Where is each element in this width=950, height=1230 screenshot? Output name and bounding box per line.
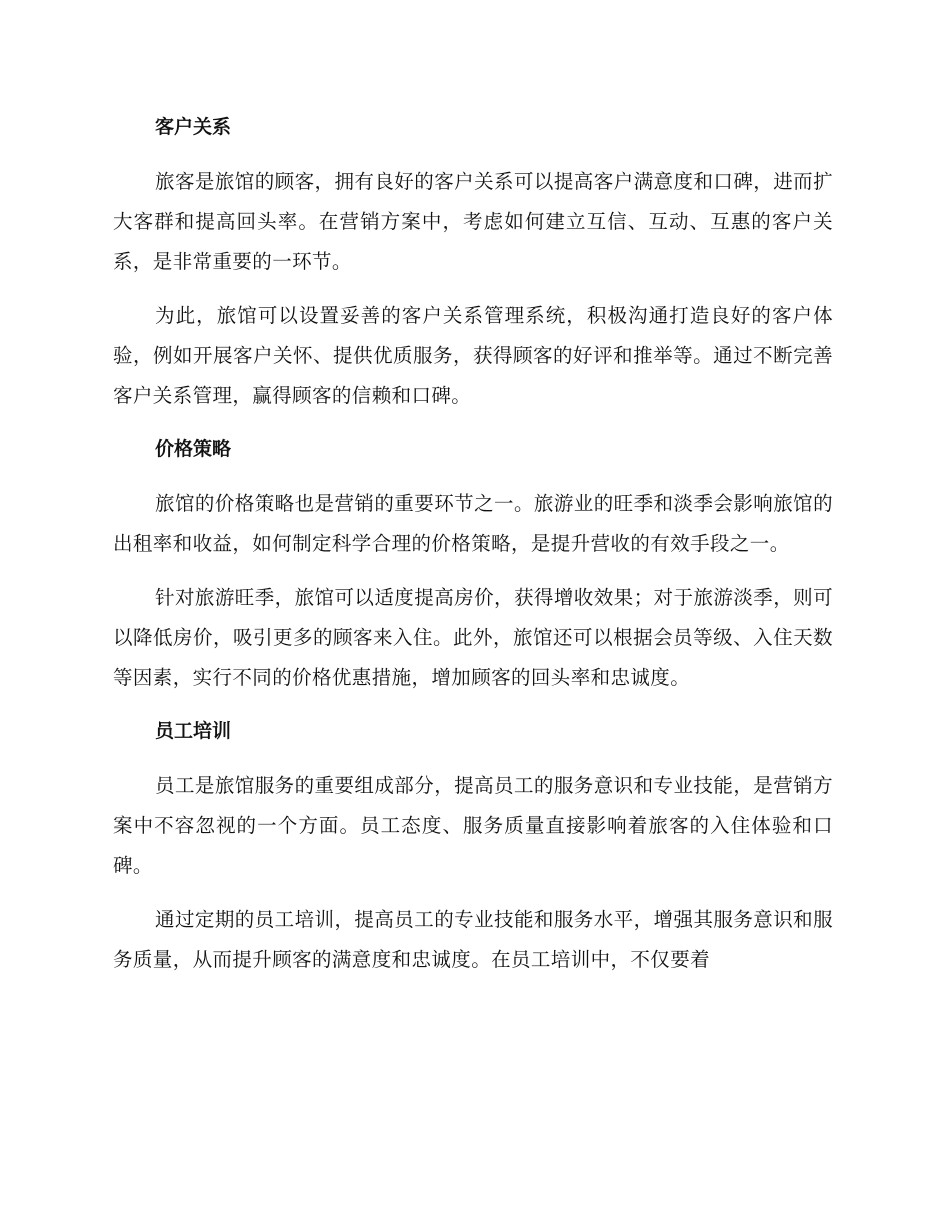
- paragraph: 针对旅游旺季，旅馆可以适度提高房价，获得增收效果；对于旅游淡季，则可以降低房价，吸引更多的顾客来入住。此外，旅馆还可以根据会员等级、入住天数等因素，实行不同的价格优惠措施，增加顾客的回头率和忠诚度。: [113, 586, 833, 689]
- paragraph: 通过定期的员工培训，提高员工的专业技能和服务水平，增强其服务意识和服务质量，从而提升顾客的满意度和忠诚度。在员工培训中，不仅要着: [113, 908, 833, 971]
- section-heading-customer-relations: 客户关系: [155, 116, 232, 138]
- paragraph: 员工是旅馆服务的重要组成部分，提高员工的服务意识和专业技能，是营销方案中不容忽视的一个方面。员工态度、服务质量直接影响着旅客的入住体验和口碑。: [113, 774, 833, 877]
- paragraph: 旅馆的价格策略也是营销的重要环节之一。旅游业的旺季和淡季会影响旅馆的出租率和收益，如何制定科学合理的价格策略，是提升营收的有效手段之一。: [113, 492, 833, 555]
- document-page: [113, 106, 833, 980]
- section-heading-pricing-strategy: 价格策略: [155, 438, 232, 460]
- paragraph: 旅客是旅馆的顾客，拥有良好的客户关系可以提高客户满意度和口碑，进而扩大客群和提高回头率。在营销方案中，考虑如何建立互信、互动、互惠的客户关系，是非常重要的一环节。: [113, 170, 833, 273]
- section-heading-staff-training: 员工培训: [155, 720, 232, 742]
- paragraph: 为此，旅馆可以设置妥善的客户关系管理系统，积极沟通打造良好的客户体验，例如开展客户关怀、提供优质服务，获得顾客的好评和推举等。通过不断完善客户关系管理，赢得顾客的信赖和口碑。: [113, 304, 833, 407]
